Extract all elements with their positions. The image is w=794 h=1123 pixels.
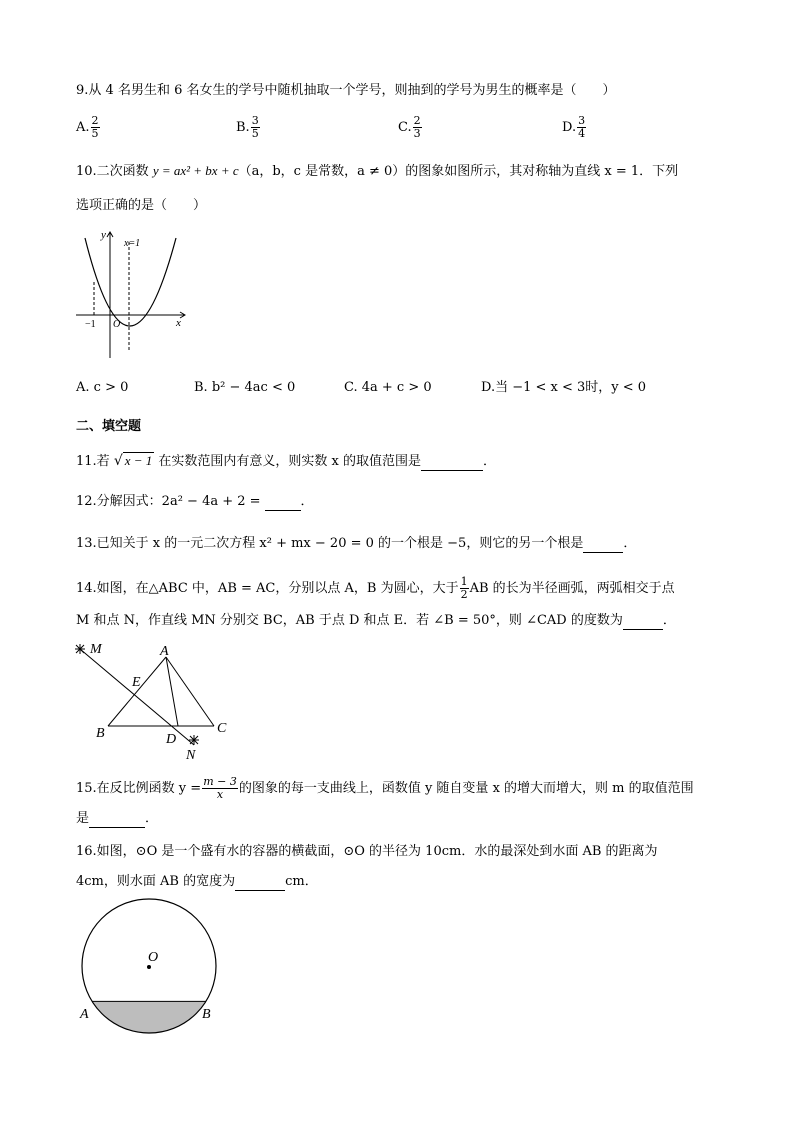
parabola-curve (85, 238, 176, 326)
q15-answer-blank[interactable] (89, 813, 145, 828)
label-d: D (166, 732, 177, 747)
q13-answer-blank[interactable] (583, 538, 623, 553)
neg1-label: −1 (85, 319, 96, 330)
origin-label: O (113, 319, 121, 330)
x-axis-label: x (176, 317, 181, 329)
symmetry-label: x=1 (124, 238, 141, 249)
arc-mark-n (189, 735, 199, 745)
q9-a-fraction: $\frac{2}{5}$ (91, 114, 99, 140)
section-title: 二、填空题 (76, 419, 142, 434)
q9-b-fraction: $\frac{3}{5}$ (251, 114, 259, 140)
q9-option-d: D. $\frac{3}{4}$ (562, 114, 586, 140)
q10-option-c: C. 4a + c > 0 (344, 380, 432, 395)
q15-line-1: 15.在反比例函数 y = $\frac{m - 3}{x}$ 的图象的每一支曲线上，函数值 y 随自变量 x 的增大而增大，则 m 的取值范围 (76, 775, 694, 801)
q10-stem-cont: 选项正确的是（ ） (76, 198, 207, 213)
segment-ad (166, 657, 178, 726)
q16-answer-blank[interactable] (235, 876, 285, 891)
label-b: B (96, 726, 105, 741)
q16-circle-figure (76, 905, 226, 1035)
center-point (147, 965, 151, 969)
side-ac (166, 657, 214, 726)
arc-mark-m (75, 644, 85, 654)
q14-answer-blank[interactable] (623, 615, 663, 630)
q10-option-d: D.当 −1 < x < 3时，y < 0 (481, 380, 647, 395)
label-e: E (132, 675, 141, 690)
q15-line-2: 是 ． (76, 811, 159, 826)
label-c: C (217, 721, 227, 736)
q14-triangle-figure (72, 637, 242, 762)
q10-stem: 10.二次函数 y = ax² + bx + c（a，b，c 是常数，a ≠ 0）的图象如图所示，其对称轴为直线 x = 1．下列 (76, 163, 679, 179)
q15-fraction: $\frac{m - 3}{x}$ (203, 775, 237, 801)
q10-formula: y = ax² + bx + c (152, 163, 239, 178)
q16-line-1: 16.如图，⊙O 是一个盛有水的容器的横截面，⊙O 的半径为 10cm．水的最深处到水面 AB 的距离为 (76, 844, 658, 859)
q11-answer-blank[interactable] (421, 456, 483, 471)
q13: 13.已知关于 x 的一元二次方程 x² + mx − 20 = 0 的一个根是 −5，则它的另一个根是 ． (76, 536, 637, 551)
label-o: O (148, 950, 159, 965)
q12-answer-blank[interactable] (265, 496, 301, 511)
q14-half-fraction: $\frac{1}{2}$ (460, 575, 468, 601)
side-ab (108, 657, 166, 726)
q9-c-fraction: $\frac{2}{3}$ (413, 114, 421, 140)
q9-option-a: A. $\frac{2}{5}$ (76, 114, 99, 140)
sqrt-radicand: x − 1 (124, 453, 153, 468)
q14-line-1: 14.如图，在△ABC 中，AB = AC，分别以点 A，B 为圆心，大于 $\frac{1}{2}$ AB 的长为半径画弧，两弧相交于点 (76, 575, 675, 601)
label-n: N (186, 748, 196, 763)
q10-parabola-graph (72, 226, 202, 366)
q16-line-2: 4cm，则水面 AB 的宽度为 cm． (76, 874, 318, 889)
q9-option-c: C. $\frac{2}{3}$ (398, 114, 421, 140)
label-m: M (90, 642, 102, 657)
label-b: B (202, 1007, 211, 1022)
label-a: A (160, 644, 169, 659)
q9-stem: 9.从 4 名男生和 6 名女生的学号中随机抽取一个学号，则抽到的学号为男生的概率是（ ） (76, 83, 616, 98)
q10-option-b: B. b² − 4ac < 0 (194, 380, 296, 395)
q12: 12.分解因式：2a² − 4a + 2 = ． (76, 494, 314, 509)
q10-option-a: A. c > 0 (76, 380, 129, 395)
q11: 11.若 √ x − 1 在实数范围内有意义，则实数 x 的取值范围是 ． (76, 453, 497, 469)
water-region (92, 1001, 205, 1032)
sqrt-sign: √ (113, 453, 123, 469)
q9-d-fraction: $\frac{3}{4}$ (578, 114, 586, 140)
q14-line-2: M 和点 N，作直线 MN 分别交 BC，AB 于点 D 和点 E．若 ∠B = 50°，则 ∠CAD 的度数为 ． (76, 613, 676, 628)
q9-option-b: B. $\frac{3}{5}$ (236, 114, 259, 140)
y-axis-label: y (101, 229, 106, 241)
label-a: A (80, 1007, 89, 1022)
